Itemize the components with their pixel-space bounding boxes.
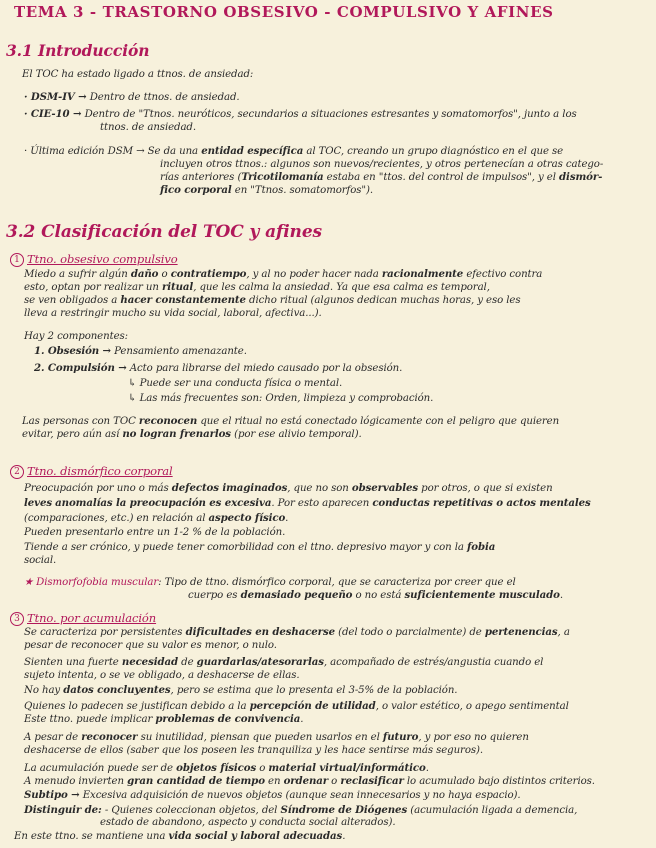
t: - Quienes coleccionan objetos, del [104, 805, 278, 816]
acu-p11 [24, 775, 595, 788]
t: por otros, o que si existen [421, 483, 553, 494]
t: lo acumulado bajo distintos criterios. [406, 776, 595, 787]
dis-p5 [24, 541, 495, 554]
cie10-text: Dentro de "Ttnos. neuróticos, secundarios a situaciones estresantes y somatomorfos", junto a los [84, 109, 577, 120]
t: , a [557, 627, 570, 638]
t: Miedo a sufrir algún [24, 269, 128, 280]
t: esto, optan por realizar un [24, 282, 159, 293]
acu-p9: deshacerse de ellos (saber que los poseen les tranquiliza y les hace sentirse más seguros). [24, 745, 483, 756]
t: . Por esto aparecen [271, 498, 370, 509]
t: . [342, 831, 346, 842]
toc-p3 [24, 294, 521, 307]
toc-title: Ttno. obsesivo compulsivo [27, 252, 178, 266]
t: A menudo invierten [24, 776, 124, 787]
toc-components: Hay 2 componentes: [24, 331, 128, 342]
toc-p6 [22, 428, 362, 441]
t: cuerpo es [188, 590, 238, 601]
page-title: TEMA 3 - TRASTORNO OBSESIVO - COMPULSIVO Y AFINES [14, 3, 554, 21]
t: percepción de utilidad [249, 700, 376, 712]
t: problemas de convivencia [155, 713, 301, 725]
dis-p1 [24, 482, 553, 495]
acu-p2: pesar de reconocer que su valor es menor, o nulo. [24, 640, 277, 651]
toc-compulsion [34, 362, 402, 375]
dsm4-item [24, 91, 240, 104]
last-dsm-3b: estaba en "ttos. del control de impulsos", y el [326, 172, 556, 183]
t: dicho ritual (algunos dedican muchas horas, y eso les [249, 295, 521, 306]
t: A pesar de [24, 732, 79, 743]
t: ★ Dismorfofobia muscular [24, 577, 159, 588]
acu-p5 [24, 684, 457, 697]
t: defectos imaginados [171, 482, 288, 494]
acumulacion-title: Ttno. por acumulación [27, 611, 157, 625]
dis-p8 [188, 589, 563, 602]
toc-p1 [24, 268, 542, 281]
t: Acto para librarse del miedo causado por la obsesión. [129, 363, 403, 374]
t: gran cantidad de tiempo [127, 775, 265, 787]
t: daño [130, 268, 159, 280]
last-dsm-text-a: Se da una [147, 146, 199, 157]
toc-p5 [22, 415, 559, 428]
t: (acumulación ligada a demencia, [410, 805, 578, 816]
toc-number: 1 [10, 253, 24, 267]
toc-heading [10, 253, 178, 267]
section-3-2-heading: 3.2 Clasificación del TOC y afines [6, 222, 323, 242]
acu-p4: sujeto intenta, o se ve obligado, a deshacerse de ellas. [24, 670, 300, 681]
t: (por ese alivio temporal). [234, 429, 362, 440]
t: reconocen [138, 415, 198, 427]
t: Distinguir de: [24, 804, 102, 816]
acu-p15 [14, 830, 345, 843]
t: Excesiva adquisición de nuevos objetos (aunque sean innecesarios y no haya espacio). [82, 790, 521, 801]
cie10-item [24, 108, 577, 121]
last-dsm-line3 [160, 171, 602, 184]
last-dsm-4b: en "Ttnos. somatomorfos"). [234, 185, 373, 196]
last-dsm-3c: dismór- [559, 171, 603, 183]
acu-p10 [24, 762, 429, 775]
t: evitar, pero aún así [22, 429, 120, 440]
t: efectivo contra [466, 269, 543, 280]
toc-obsession [34, 345, 247, 358]
t: observables [351, 482, 419, 494]
last-dsm-3a: rías anteriores ( [160, 172, 242, 183]
acu-p3 [24, 656, 543, 669]
t: Síndrome de Diógenes [280, 804, 408, 816]
t: 1. Obsesión → [34, 345, 111, 357]
t: reconocer [81, 731, 138, 743]
t: racionalmente [381, 268, 464, 280]
t: , o valor estético, o apego sentimental [375, 701, 569, 712]
t: Sienten una fuerte [24, 657, 119, 668]
acu-p6 [24, 700, 569, 713]
dsm4-text: Dentro de ttnos. de ansiedad. [89, 92, 240, 103]
t: hacer constantemente [120, 294, 246, 306]
last-dsm-item [24, 145, 563, 158]
t: o no está [355, 590, 402, 601]
t: suficientemente musculado [404, 589, 560, 601]
t: pertenencias [484, 626, 558, 638]
t: conductas repetitivas o actos mentales [372, 497, 591, 509]
t: , acompañado de estrés/angustia cuando el [323, 657, 544, 668]
t: Subtipo → [24, 789, 80, 801]
t: de [181, 657, 194, 668]
t: Las personas con TOC [22, 416, 136, 427]
dismorfico-number: 2 [10, 465, 24, 479]
toc-p2 [24, 281, 490, 294]
t: o [259, 763, 266, 774]
dis-p4: Pueden presentarlo entre un 1-2 % de la población. [24, 527, 286, 538]
t: su inutilidad, piensan que pueden usarlos en el [140, 732, 380, 743]
t: demasiado pequeño [240, 589, 353, 601]
last-dsm-text-b: al TOC, creando un grupo diagnóstico en el que se [306, 146, 564, 157]
dis-p6: social. [24, 555, 57, 566]
last-dsm-bold: entidad específica [201, 145, 304, 157]
t: datos concluyentes [63, 684, 171, 696]
dsm4-label: · DSM-IV → [24, 91, 87, 103]
dismorfico-heading [10, 465, 173, 479]
t: , y al no poder hacer nada [246, 269, 379, 280]
cie10-text-cont: ttnos. de ansiedad. [100, 122, 196, 133]
t: . [300, 714, 304, 725]
t: (del todo o parcialmente) de [338, 627, 482, 638]
t: anomalías la preocupación es excesiva [55, 497, 272, 509]
t: reclasificar [340, 775, 404, 787]
t: , que no son [287, 483, 349, 494]
acu-p14: estado de abandono, aspecto y conducta social alterados). [100, 817, 396, 828]
t: leves [24, 497, 52, 509]
t: . [425, 763, 429, 774]
t: . [285, 513, 289, 524]
t: Este ttno. puede implicar [24, 714, 153, 725]
last-dsm-3bold: Tricotilomanía [241, 171, 324, 183]
acumulacion-heading [10, 612, 156, 626]
acu-p8 [24, 731, 529, 744]
t: o [161, 269, 168, 280]
t: dificultades en deshacerse [185, 626, 335, 638]
t: material virtual/informático [268, 762, 426, 774]
t: ritual [161, 281, 194, 293]
toc-compulsion-c: ↳ Las más frecuentes son: Orden, limpieza y comprobación. [128, 393, 434, 404]
t: . [559, 590, 563, 601]
t: en [268, 776, 281, 787]
t: vida social y laboral adecuadas [168, 830, 343, 842]
last-dsm-4a: fico corporal [160, 184, 232, 196]
t: Preocupación por uno o más [24, 483, 169, 494]
cie10-label: · CIE-10 → [24, 108, 82, 120]
last-dsm-line4 [160, 184, 373, 197]
t: no logran frenarlos [122, 428, 231, 440]
acu-p12 [24, 789, 521, 802]
t: fobia [467, 541, 496, 553]
t: , y por eso no quieren [418, 732, 529, 743]
t: contratiempo [170, 268, 247, 280]
t: objetos físicos [176, 762, 257, 774]
t: 2. Compulsión → [34, 362, 127, 374]
t: guardarlas/atesorarlas [196, 656, 324, 668]
t: aspecto físico [208, 512, 286, 524]
section-3-1-heading: 3.1 Introducción [6, 41, 150, 60]
last-dsm-label: · Última edición DSM → [24, 146, 145, 157]
acu-p7 [24, 713, 303, 726]
t: que el ritual no está conectado lógicamente con el peligro que quieren [200, 416, 560, 427]
t: futuro [382, 731, 419, 743]
t: Tiende a ser crónico, y puede tener comorbilidad con el ttno. depresivo mayor y con la [24, 542, 464, 553]
t: (comparaciones, etc.) en relación al [24, 513, 206, 524]
t: : Tipo de ttno. dismórfico corporal, que se caracteriza por creer que el [158, 577, 516, 588]
intro-line: El TOC ha estado ligado a ttnos. de ansiedad: [22, 69, 254, 80]
t: Pensamiento amenazante. [114, 346, 247, 357]
t: o [331, 776, 338, 787]
acumulacion-number: 3 [10, 612, 24, 626]
dis-p2 [24, 497, 591, 510]
t: En este ttno. se mantiene una [14, 831, 166, 842]
t: , que les calma la ansiedad. Ya que esa calma es temporal, [193, 282, 490, 293]
last-dsm-line2: incluyen otros ttnos.: algunos son nuevos/recientes, y otros pertenecían a otras catego- [160, 159, 604, 170]
t: Quienes lo padecen se justifican debido a la [24, 701, 247, 712]
toc-p4: lleva a restringir mucho su vida social, laboral, afectiva...). [24, 308, 322, 319]
dis-p7 [24, 576, 516, 589]
t: necesidad [121, 656, 179, 668]
toc-compulsion-b: ↳ Puede ser una conducta física o mental. [128, 378, 343, 389]
acu-p1 [24, 626, 570, 639]
dis-p3 [24, 512, 288, 525]
t: Se caracteriza por persistentes [24, 627, 183, 638]
t: La acumulación puede ser de [24, 763, 173, 774]
t: ordenar [283, 775, 329, 787]
t: , pero se estima que lo presenta el 3-5% de la población. [170, 685, 458, 696]
t: No hay [24, 685, 61, 696]
dismorfico-title: Ttno. dismórfico corporal [27, 464, 173, 478]
t: se ven obligados a [24, 295, 118, 306]
